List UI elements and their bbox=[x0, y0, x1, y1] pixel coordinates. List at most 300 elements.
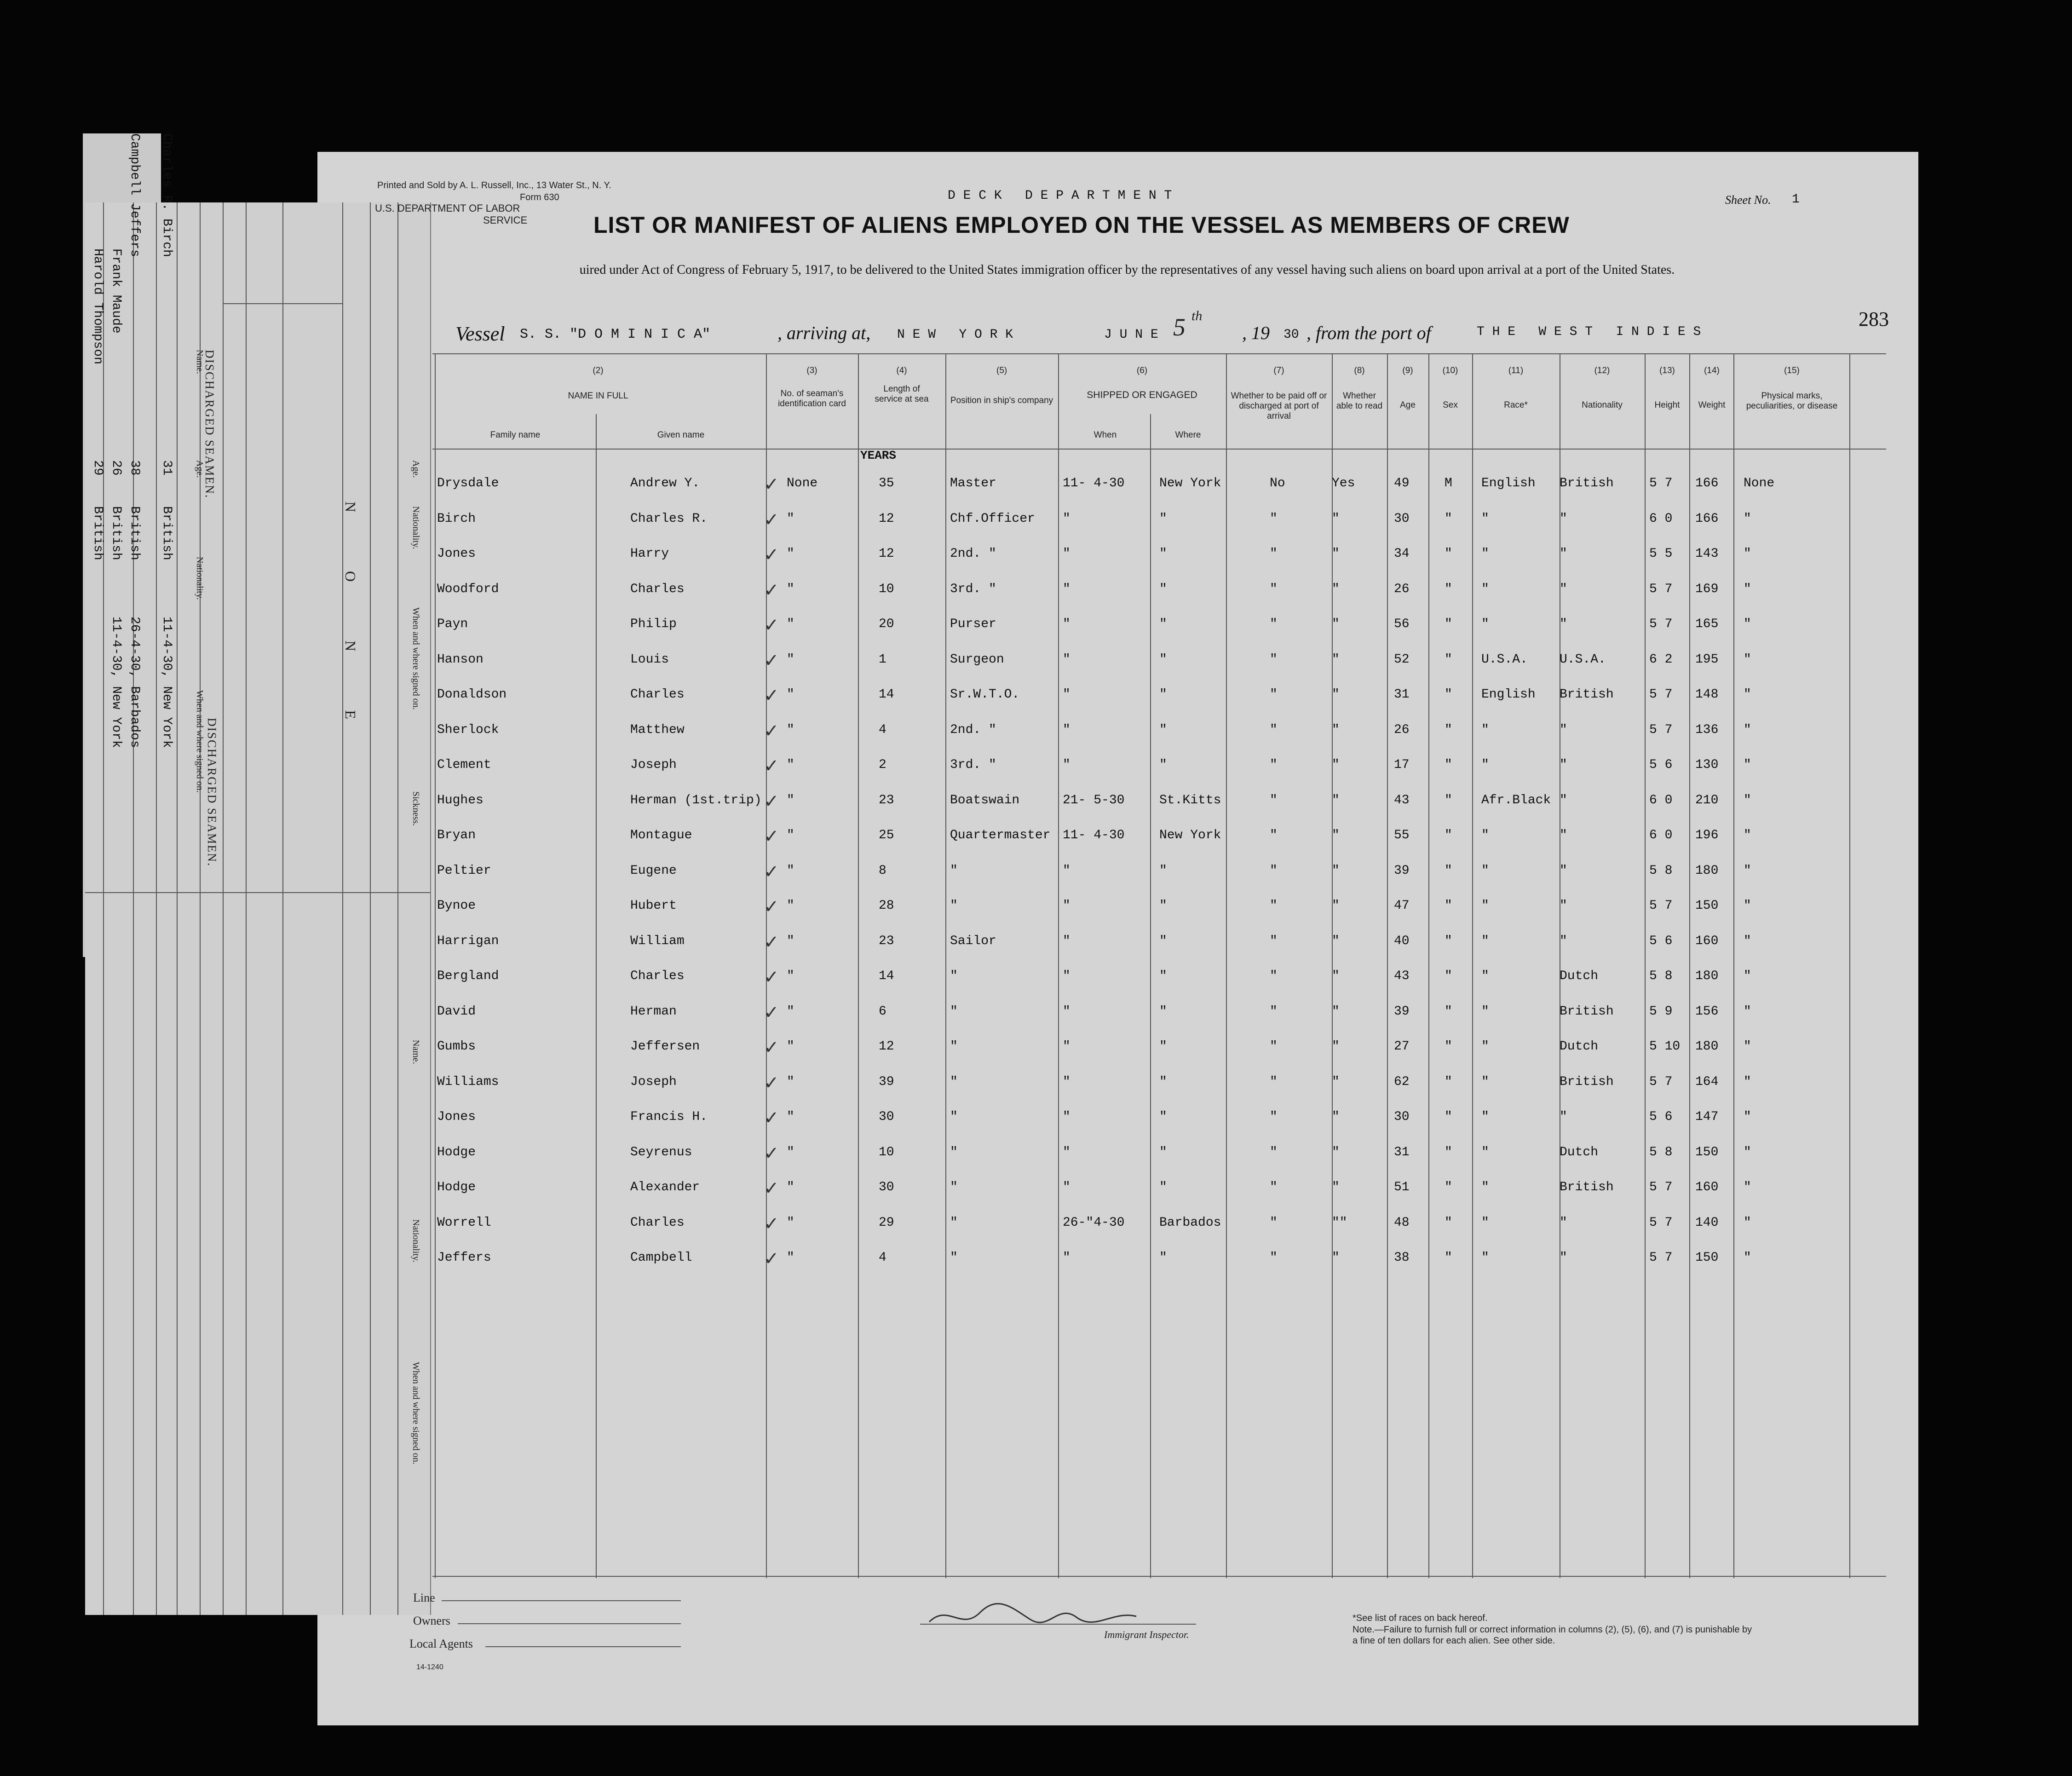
cell-age: 43 bbox=[1394, 969, 1410, 983]
cell-ht: 5 6 bbox=[1649, 1110, 1673, 1124]
cell-when: " bbox=[1063, 1145, 1071, 1159]
checkmark-icon: ✓ bbox=[764, 861, 779, 882]
cell-position: Boatswain bbox=[950, 793, 1020, 807]
cell-race: " bbox=[1481, 582, 1489, 596]
cell-wt: 150 bbox=[1695, 1251, 1719, 1265]
cell-age: 47 bbox=[1394, 899, 1410, 913]
arrival-day: 5 bbox=[1173, 313, 1186, 341]
cell-marks: " bbox=[1744, 828, 1751, 842]
cell-when: " bbox=[1063, 1004, 1071, 1019]
checkmark-icon: ✓ bbox=[764, 720, 779, 741]
cell-nat: " bbox=[1560, 511, 1567, 526]
cell-read: " bbox=[1332, 1004, 1340, 1019]
cell-age: 39 bbox=[1394, 1004, 1410, 1019]
cell-card: " bbox=[787, 582, 794, 596]
side-name-4: Harold Thompson bbox=[91, 248, 105, 365]
cell-age: 55 bbox=[1394, 828, 1410, 842]
col11-num: (11) bbox=[1508, 366, 1524, 375]
cell-age: 40 bbox=[1394, 934, 1410, 948]
cell-when: " bbox=[1063, 511, 1071, 526]
sheet-number: 1 bbox=[1792, 192, 1800, 207]
cell-wt: 180 bbox=[1695, 1039, 1719, 1054]
cell-nat: " bbox=[1560, 547, 1567, 561]
cell-when: " bbox=[1063, 617, 1071, 631]
discharged-heading: DISCHARGED SEAMEN. bbox=[203, 350, 216, 499]
cell-position: " bbox=[950, 969, 958, 983]
cell-service: 1 bbox=[879, 652, 886, 667]
cell-given: Seyrenus bbox=[630, 1145, 692, 1159]
cell-family: Worrell bbox=[437, 1215, 491, 1230]
cell-given: Louis bbox=[630, 652, 669, 667]
cell-position: 2nd. " bbox=[950, 722, 996, 737]
cell-ht: 5 8 bbox=[1649, 1145, 1673, 1159]
cell-sex: " bbox=[1445, 793, 1452, 807]
cell-paid: " bbox=[1270, 547, 1278, 561]
side-name-2: Campbell Jeffers bbox=[127, 133, 142, 257]
cell-nat: " bbox=[1560, 934, 1567, 948]
footer-line-label: Line bbox=[413, 1591, 435, 1604]
col11-label: Race* bbox=[1504, 400, 1528, 410]
discharged-seamen-panel bbox=[85, 202, 431, 1615]
cell-family: Hodge bbox=[437, 1180, 476, 1194]
cell-card: " bbox=[787, 934, 794, 948]
cell-card: " bbox=[787, 758, 794, 772]
cell-service: 30 bbox=[879, 1180, 894, 1194]
cell-read: " bbox=[1332, 511, 1340, 526]
cell-card: " bbox=[787, 511, 794, 526]
cell-nat: British bbox=[1560, 476, 1614, 490]
cell-where: " bbox=[1159, 722, 1167, 737]
years-label: YEARS bbox=[860, 449, 897, 462]
cell-age: 43 bbox=[1394, 793, 1410, 807]
cell-service: 14 bbox=[879, 969, 894, 983]
cell-race: " bbox=[1481, 1180, 1489, 1194]
cell-service: 2 bbox=[879, 758, 886, 772]
cell-ht: 5 7 bbox=[1649, 687, 1673, 702]
col5-label: Position in ship's company bbox=[950, 396, 1053, 405]
cell-card: " bbox=[787, 722, 794, 737]
side-col-nationality-right: Nationality. bbox=[411, 506, 421, 549]
cell-wt: 166 bbox=[1695, 476, 1719, 490]
side-nat-2: British bbox=[127, 506, 142, 560]
col8-num: (8) bbox=[1354, 366, 1365, 375]
cell-service: 28 bbox=[879, 899, 894, 913]
family-name-head: Family name bbox=[490, 430, 541, 440]
cell-ht: 6 0 bbox=[1649, 511, 1673, 526]
cell-where: " bbox=[1159, 547, 1167, 561]
checkmark-icon: ✓ bbox=[764, 1002, 779, 1023]
cell-where: New York bbox=[1159, 476, 1221, 490]
cell-service: 10 bbox=[879, 1145, 894, 1159]
col15-num: (15) bbox=[1784, 366, 1800, 375]
cell-marks: " bbox=[1744, 1180, 1751, 1194]
checkmark-icon: ✓ bbox=[764, 474, 779, 495]
department-line: U.S. DEPARTMENT OF LABOR bbox=[375, 202, 520, 214]
cell-service: 10 bbox=[879, 582, 894, 596]
col6-label: SHIPPED OR ENGAGED bbox=[1087, 390, 1197, 400]
cell-race: " bbox=[1481, 1251, 1489, 1265]
cell-where: " bbox=[1159, 687, 1167, 702]
side-age-4: 29 bbox=[91, 460, 105, 476]
cell-family: Williams bbox=[437, 1074, 499, 1089]
cell-wt: 148 bbox=[1695, 687, 1719, 702]
cell-service: 4 bbox=[879, 722, 886, 737]
cell-marks: " bbox=[1744, 547, 1751, 561]
cell-nat: Dutch bbox=[1560, 1039, 1599, 1054]
vessel-name: S. S. "D O M I N I C A" bbox=[520, 327, 711, 342]
cell-sex: " bbox=[1445, 1251, 1452, 1265]
cell-service: 30 bbox=[879, 1110, 894, 1124]
cell-marks: " bbox=[1744, 652, 1751, 667]
cell-sex: " bbox=[1445, 1004, 1452, 1019]
col3-label: No. of seaman's identification card bbox=[778, 389, 846, 409]
cell-where: " bbox=[1159, 934, 1167, 948]
cell-marks: " bbox=[1744, 899, 1751, 913]
cell-marks: " bbox=[1744, 1251, 1751, 1265]
col2-num: (2) bbox=[593, 366, 604, 375]
col7-num: (7) bbox=[1273, 366, 1284, 375]
cell-card: " bbox=[787, 652, 794, 667]
cell-sex: " bbox=[1445, 547, 1452, 561]
col15-label: Physical marks, peculiarities, or disease bbox=[1746, 391, 1838, 411]
cell-card: " bbox=[787, 1004, 794, 1019]
cell-ht: 5 10 bbox=[1649, 1039, 1681, 1054]
cell-given: Campbell bbox=[630, 1251, 692, 1265]
cell-wt: 165 bbox=[1695, 617, 1719, 631]
cell-ht: 5 7 bbox=[1649, 476, 1673, 490]
cell-position: " bbox=[950, 1039, 958, 1054]
cell-ht: 5 8 bbox=[1649, 969, 1673, 983]
cell-nat: " bbox=[1560, 617, 1567, 631]
cell-service: 12 bbox=[879, 511, 894, 526]
cell-read: " bbox=[1332, 1251, 1340, 1265]
cell-paid: " bbox=[1270, 1039, 1278, 1054]
cell-where: " bbox=[1159, 969, 1167, 983]
cell-age: 27 bbox=[1394, 1039, 1410, 1054]
cell-service: 35 bbox=[879, 476, 894, 490]
cell-marks: " bbox=[1744, 1039, 1751, 1054]
cell-race: English bbox=[1481, 687, 1536, 702]
checkmark-icon: ✓ bbox=[764, 579, 779, 600]
cell-sex: " bbox=[1445, 1215, 1452, 1230]
cell-paid: " bbox=[1270, 1215, 1278, 1230]
cell-age: 34 bbox=[1394, 547, 1410, 561]
cell-marks: " bbox=[1744, 617, 1751, 631]
discharged-heading-repeat: DISCHARGED SEAMEN. bbox=[205, 718, 219, 867]
cell-age: 30 bbox=[1394, 1110, 1410, 1124]
col12-num: (12) bbox=[1594, 366, 1610, 375]
checkmark-icon: ✓ bbox=[764, 826, 779, 847]
checkmark-icon: ✓ bbox=[764, 615, 779, 635]
cell-read: " bbox=[1332, 1180, 1340, 1194]
cell-paid: " bbox=[1270, 793, 1278, 807]
cell-ht: 5 9 bbox=[1649, 1004, 1673, 1019]
cell-sex: " bbox=[1445, 1180, 1452, 1194]
cell-marks: " bbox=[1744, 758, 1751, 772]
cell-service: 8 bbox=[879, 863, 886, 878]
cell-position: Sr.W.T.O. bbox=[950, 687, 1020, 702]
cell-when: " bbox=[1063, 1039, 1071, 1054]
cell-position: 3rd. " bbox=[950, 758, 996, 772]
cell-age: 26 bbox=[1394, 722, 1410, 737]
col-rule bbox=[1849, 354, 1850, 1578]
cell-race: " bbox=[1481, 899, 1489, 913]
cell-card: " bbox=[787, 969, 794, 983]
cell-nat: U.S.A. bbox=[1560, 652, 1606, 667]
cell-given: Charles R. bbox=[630, 511, 708, 526]
cell-given: Joseph bbox=[630, 758, 677, 772]
cell-ht: 6 0 bbox=[1649, 828, 1673, 842]
cell-race: " bbox=[1481, 1110, 1489, 1124]
cell-wt: 150 bbox=[1695, 1145, 1719, 1159]
cell-paid: " bbox=[1270, 758, 1278, 772]
cell-family: Jeffers bbox=[437, 1251, 491, 1265]
cell-family: Bryan bbox=[437, 828, 476, 842]
cell-family: Peltier bbox=[437, 863, 491, 878]
cell-ht: 5 7 bbox=[1649, 582, 1673, 596]
cell-ht: 5 8 bbox=[1649, 863, 1673, 878]
cell-card: " bbox=[787, 1145, 794, 1159]
cell-read: " bbox=[1332, 1039, 1340, 1054]
cell-family: Jones bbox=[437, 1110, 476, 1124]
col14-label: Weight bbox=[1698, 400, 1726, 410]
table-header-rule bbox=[432, 449, 1886, 450]
cell-card: None bbox=[787, 476, 818, 490]
cell-wt: 180 bbox=[1695, 863, 1719, 878]
col10-label: Sex bbox=[1443, 400, 1458, 410]
cell-family: Clement bbox=[437, 758, 491, 772]
cell-marks: " bbox=[1744, 582, 1751, 596]
side-col-nationality-lower: Nationality. bbox=[411, 1219, 421, 1263]
col6-num: (6) bbox=[1136, 366, 1148, 375]
side-nat-3: British bbox=[109, 506, 123, 560]
cell-ht: 5 5 bbox=[1649, 547, 1673, 561]
cell-paid: " bbox=[1270, 722, 1278, 737]
cell-card: " bbox=[787, 547, 794, 561]
cell-ht: 5 7 bbox=[1649, 1074, 1673, 1089]
cell-read: Yes bbox=[1332, 476, 1355, 490]
cell-race: Afr.Black bbox=[1481, 793, 1551, 807]
checkmark-icon: ✓ bbox=[764, 1072, 779, 1093]
footer-owners-label: Owners bbox=[413, 1614, 450, 1627]
cell-position: Sailor bbox=[950, 934, 996, 948]
table-row bbox=[437, 861, 1845, 896]
cell-where: " bbox=[1159, 1145, 1167, 1159]
cell-nat: " bbox=[1560, 758, 1567, 772]
cell-when: 26-"4-30 bbox=[1063, 1215, 1125, 1230]
cell-sex: " bbox=[1445, 687, 1452, 702]
cell-race: " bbox=[1481, 1145, 1489, 1159]
col4-label: Length of service at sea bbox=[875, 384, 929, 404]
cell-when: " bbox=[1063, 969, 1071, 983]
cell-where: New York bbox=[1159, 828, 1221, 842]
cell-position: " bbox=[950, 1110, 958, 1124]
checkmark-icon: ✓ bbox=[764, 544, 779, 565]
cell-where: " bbox=[1159, 1180, 1167, 1194]
cell-wt: 169 bbox=[1695, 582, 1719, 596]
cell-paid: " bbox=[1270, 828, 1278, 842]
page-number: 283 bbox=[1859, 308, 1889, 330]
cell-ht: 5 7 bbox=[1649, 1251, 1673, 1265]
cell-family: Bergland bbox=[437, 969, 499, 983]
cell-age: 31 bbox=[1394, 1145, 1410, 1159]
cell-nat: " bbox=[1560, 1215, 1567, 1230]
cell-position: " bbox=[950, 1251, 958, 1265]
table-row bbox=[437, 720, 1845, 755]
cell-given: Jeffersen bbox=[630, 1039, 700, 1054]
cell-race: " bbox=[1481, 1039, 1489, 1054]
cell-given: Francis H. bbox=[630, 1110, 708, 1124]
cell-given: Hubert bbox=[630, 899, 677, 913]
cell-given: Eugene bbox=[630, 863, 677, 878]
where-head: Where bbox=[1175, 430, 1201, 440]
cell-age: 38 bbox=[1394, 1251, 1410, 1265]
cell-service: 23 bbox=[879, 934, 894, 948]
cell-paid: " bbox=[1270, 863, 1278, 878]
cell-when: " bbox=[1063, 1251, 1071, 1265]
cell-when: " bbox=[1063, 934, 1071, 948]
cell-nat: " bbox=[1560, 899, 1567, 913]
cell-family: Bynoe bbox=[437, 899, 476, 913]
col9-label: Age bbox=[1400, 400, 1416, 410]
side-col-age: Age. bbox=[195, 460, 205, 478]
cell-where: " bbox=[1159, 863, 1167, 878]
cell-age: 17 bbox=[1394, 758, 1410, 772]
cell-where: " bbox=[1159, 1039, 1167, 1054]
cell-paid: " bbox=[1270, 899, 1278, 913]
departure-port: T H E W E S T I N D I E S bbox=[1477, 325, 1701, 339]
side-name-3: Frank Maude bbox=[109, 248, 123, 334]
cell-when: " bbox=[1063, 758, 1071, 772]
cell-service: 20 bbox=[879, 617, 894, 631]
cell-card: " bbox=[787, 1215, 794, 1230]
cell-wt: 164 bbox=[1695, 1074, 1719, 1089]
checkmark-icon: ✓ bbox=[764, 1213, 779, 1234]
cell-paid: No bbox=[1270, 476, 1285, 490]
arrival-port: N E W Y O R K bbox=[897, 328, 1013, 342]
cell-where: " bbox=[1159, 1110, 1167, 1124]
cell-service: 14 bbox=[879, 687, 894, 702]
deck-department: D E C K D E P A R T M E N T bbox=[948, 189, 1172, 203]
side-col-age-right: Age. bbox=[411, 460, 421, 478]
side-age-1: 31 bbox=[160, 460, 174, 476]
cell-paid: " bbox=[1270, 617, 1278, 631]
cell-card: " bbox=[787, 1110, 794, 1124]
cell-where: " bbox=[1159, 511, 1167, 526]
table-row bbox=[437, 931, 1845, 966]
cell-wt: 160 bbox=[1695, 1180, 1719, 1194]
cell-wt: 195 bbox=[1695, 652, 1719, 667]
cell-nat: British bbox=[1560, 1004, 1614, 1019]
cell-paid: " bbox=[1270, 1004, 1278, 1019]
cell-sex: " bbox=[1445, 652, 1452, 667]
cell-paid: " bbox=[1270, 511, 1278, 526]
cell-age: 49 bbox=[1394, 476, 1410, 490]
arriving-label: , arriving at, bbox=[777, 323, 871, 343]
cell-family: Gumbs bbox=[437, 1039, 476, 1054]
cell-when: " bbox=[1063, 687, 1071, 702]
footer-agents-blank bbox=[485, 1646, 681, 1647]
sheet-label: Sheet No. bbox=[1725, 193, 1771, 207]
cell-family: Hughes bbox=[437, 793, 483, 807]
cell-family: Woodford bbox=[437, 582, 499, 596]
cell-position: " bbox=[950, 1145, 958, 1159]
cell-position: Master bbox=[950, 476, 996, 490]
cell-given: Charles bbox=[630, 1215, 685, 1230]
cell-sex: " bbox=[1445, 934, 1452, 948]
cell-ht: 5 7 bbox=[1649, 617, 1673, 631]
cell-race: " bbox=[1481, 1074, 1489, 1089]
cell-paid: " bbox=[1270, 1251, 1278, 1265]
checkmark-icon: ✓ bbox=[764, 790, 779, 812]
service-line: SERVICE bbox=[483, 214, 528, 226]
side-col-when-lower: When and where signed on. bbox=[411, 1362, 421, 1465]
cell-marks: None bbox=[1744, 476, 1775, 490]
side-signed-3: 11-4-30, New York bbox=[109, 617, 123, 748]
year-prefix: , 19 bbox=[1242, 323, 1270, 343]
col8-label: Whether able to read bbox=[1336, 391, 1383, 411]
side-col-when: When and where signed on. bbox=[195, 690, 205, 793]
when-head: When bbox=[1094, 430, 1117, 440]
table-row bbox=[437, 1107, 1845, 1142]
cell-wt: 156 bbox=[1695, 1004, 1719, 1019]
cell-wt: 143 bbox=[1695, 547, 1719, 561]
cell-card: " bbox=[787, 793, 794, 807]
table-row bbox=[437, 1142, 1845, 1177]
side-col-name: Name. bbox=[195, 350, 205, 374]
cell-ht: 6 2 bbox=[1649, 652, 1673, 667]
cell-wt: 140 bbox=[1695, 1215, 1719, 1230]
cell-when: " bbox=[1063, 899, 1071, 913]
cell-wt: 136 bbox=[1695, 722, 1719, 737]
cell-sex: M bbox=[1445, 476, 1452, 490]
cell-when: " bbox=[1063, 1110, 1071, 1124]
cell-family: Sherlock bbox=[437, 722, 499, 737]
cell-race: U.S.A. bbox=[1481, 652, 1528, 667]
cell-given: Charles bbox=[630, 969, 685, 983]
cell-when: 11- 4-30 bbox=[1063, 828, 1125, 842]
table-row bbox=[437, 1072, 1845, 1107]
cell-read: " bbox=[1332, 969, 1340, 983]
table-row bbox=[437, 1004, 1845, 1037]
cell-card: " bbox=[787, 687, 794, 702]
cell-position: Chf.Officer bbox=[950, 511, 1035, 526]
cell-given: Alexander bbox=[630, 1180, 700, 1194]
table-row bbox=[437, 544, 1845, 579]
cell-read: " bbox=[1332, 793, 1340, 807]
cell-position: Quartermaster bbox=[950, 828, 1051, 842]
cell-paid: " bbox=[1270, 582, 1278, 596]
cell-where: " bbox=[1159, 1004, 1167, 1019]
cell-service: 12 bbox=[879, 547, 894, 561]
cell-nat: British bbox=[1560, 687, 1614, 702]
cell-card: " bbox=[787, 1039, 794, 1054]
cell-given: Matthew bbox=[630, 722, 685, 737]
cell-service: 6 bbox=[879, 1004, 886, 1019]
cell-wt: 210 bbox=[1695, 793, 1719, 807]
cell-read: " bbox=[1332, 547, 1340, 561]
col7-label: Whether to be paid off or discharged at port of arrival bbox=[1231, 391, 1327, 421]
cell-sex: " bbox=[1445, 617, 1452, 631]
cell-marks: " bbox=[1744, 969, 1751, 983]
cell-sex: " bbox=[1445, 828, 1452, 842]
manifest-subtitle: uired under Act of Congress of February 5, 1917, to be delivered to the United States immigration officer by the representatives of any vessel having such aliens on board upon arrival at a port of the United States. bbox=[579, 263, 1675, 277]
manifest-title: LIST OR MANIFEST OF ALIENS EMPLOYED ON THE VESSEL AS MEMBERS OF CREW bbox=[593, 212, 1570, 238]
col-rule bbox=[435, 354, 436, 1578]
checkmark-icon: ✓ bbox=[764, 1037, 779, 1058]
cell-card: " bbox=[787, 828, 794, 842]
cell-read: " bbox=[1332, 1145, 1340, 1159]
